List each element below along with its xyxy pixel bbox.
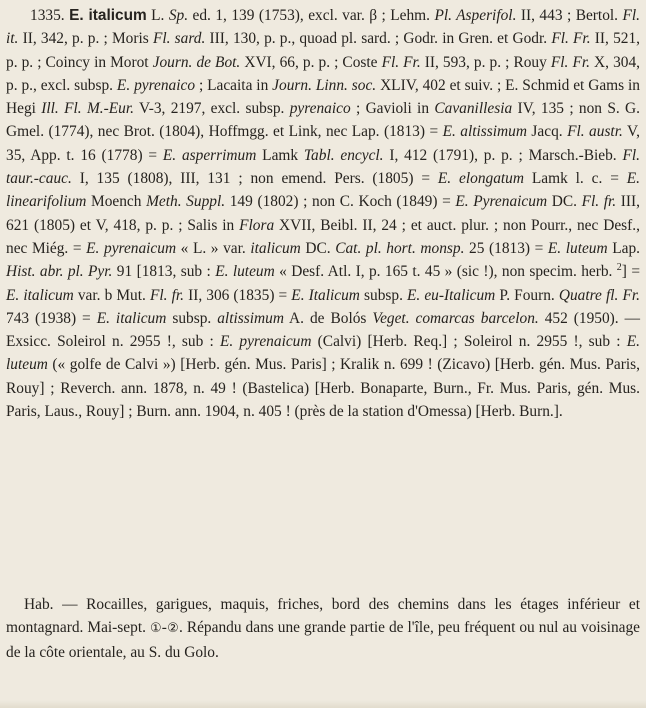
species-entry-paragraph [6, 4, 640, 423]
species-name: E. italicum [69, 7, 147, 24]
habitat-text-segment: Hab. — Rocailles, garigues, maquis, friches, bord des chemins dans les étages inférieur et montagnard. Mai-sept. [6, 596, 640, 637]
entry-italic-segment: E. pyrenaicum [86, 239, 177, 257]
entry-text-segment: 149 (1802) ; non C. Koch (1849) = [225, 193, 456, 211]
entry-italic-segment: Fl. Fr. [551, 30, 591, 48]
entry-text-segment: X, 304, p. p., excl. subsp. [6, 53, 641, 94]
entry-italic-segment: Journ. de Bot. [152, 53, 241, 71]
entry-italic-segment: Fl. it. [6, 7, 640, 48]
entry-italic-segment: E. Italicum [291, 286, 360, 304]
entry-italic-segment: Pl. Asperifol. [434, 7, 517, 24]
entry-text-segment: II, 342, p. p. ; Moris [18, 30, 153, 48]
entry-text-segment: ; Gavioli in [350, 100, 435, 118]
entry-italic-segment: E. linearifolium [6, 170, 641, 211]
entry-text-segment: II, 521, p. p. ; Coincy in Morot [6, 30, 641, 71]
entry-italic-segment: Ill. Fl. M.-Eur. [41, 100, 134, 118]
entry-italic-segment: Cat. pl. hort. monsp. [335, 239, 465, 257]
entry-italic-segment: Quatre fl. Fr. [558, 286, 640, 304]
entry-text-segment: III, 621 (1805) et V, 418, p. p. ; Salis in [6, 193, 640, 234]
habitat-text-segment: - [161, 619, 167, 637]
entry-italic-segment: Cavanillesia [434, 100, 513, 118]
entry-text-segment: V, 35, App. t. 16 (1778) = [6, 123, 640, 164]
entry-italic-segment: E. pyrenaico [116, 76, 196, 94]
entry-text-segment: Lap. [607, 239, 640, 257]
entry-italic-segment: Meth. Suppl. [146, 193, 226, 211]
entry-text-segment: DC. [300, 239, 336, 257]
entry-text-segment: var. b Mut. [73, 286, 150, 304]
entry-italic-segment: E. pyrenaicum [219, 333, 312, 351]
entry-italic-segment: altissimum [217, 309, 284, 327]
entry-italic-segment: Fl. fr. [581, 193, 617, 211]
entry-text-segment: A. de Bolós [283, 309, 373, 327]
entry-italic-segment: E. italicum [6, 286, 74, 304]
entry-text-segment: « Desf. Atl. I, p. 165 t. 45 » (sic !), non specim. herb. [274, 263, 617, 281]
entry-footnote-ref: 2 [616, 262, 622, 274]
entry-text-segment: V-3, 2197, excl. subsp. [133, 100, 290, 118]
page-bottom-edge [0, 700, 646, 708]
entry-text-segment: DC. [547, 193, 582, 211]
entry-text-segment: Moench [86, 193, 147, 211]
entry-italic-segment: italicum [250, 239, 301, 257]
entry-italic-segment: E. eu-Italicum [407, 286, 496, 304]
entry-italic-segment: E. asperrimum [162, 146, 257, 164]
habitat-circled-symbol: ② [166, 621, 179, 637]
entry-text-segment: II, 443 ; Bertol. [516, 7, 623, 24]
habitat-paragraph [6, 593, 640, 664]
entry-text-segment: « L. » var. [176, 239, 251, 257]
entry-text-segment: (Calvi) [Herb. Req.] ; Soleirol n. 2955 !, sub : [311, 333, 627, 351]
entry-italic-segment: Fl. austr. [567, 123, 623, 141]
entry-italic-segment: Veget. comarcas barcelon. [372, 309, 539, 327]
entry-text-segment: Jacq. [526, 123, 568, 141]
habitat-text-segment: . Répandu dans une grande partie de l'île, peu fréquent ou nul au voisinage de la côte orientale, au S. du Golo. [6, 619, 640, 661]
entry-text-segment: Lamk [256, 146, 304, 164]
entry-italic-segment: Journ. Linn. soc. [272, 76, 377, 94]
entry-text-segment: subsp. [359, 286, 407, 304]
entry-text-segment: ; Lacaita in [195, 76, 273, 94]
entry-text-segment: Lamk l. c. = [524, 170, 627, 188]
entry-text-segment: 743 (1938) = [6, 309, 97, 327]
entry-text-segment: 452 (1950). — Exsicc. Soleirol n. 2955 !, sub : [6, 309, 641, 351]
entry-italic-segment: E. altissimum [442, 123, 527, 141]
entry-text-segment: 25 (1813) = [464, 239, 548, 257]
entry-italic-segment: Tabl. encycl. [303, 146, 384, 164]
entry-italic-segment: Fl. Fr. [381, 53, 421, 71]
entry-italic-segment: E. luteum [547, 239, 608, 257]
entry-italic-segment: E. Pyrenaicum [455, 193, 548, 211]
entry-text-segment: II, 593, p. p. ; Rouy [420, 53, 551, 71]
entry-italic-segment: Sp. [168, 7, 189, 24]
entry-text-segment: 91 [1813, sub : [112, 263, 216, 281]
entry-text-segment: XVII, Beibl. II, 24 ; et auct. plur. ; non Pourr., nec Desf., nec Miég. = [6, 216, 640, 257]
entry-italic-segment: pyrenaico [289, 100, 351, 118]
entry-italic-segment: E. italicum [96, 309, 167, 327]
entry-text-segment: III, 130, p. p., quoad pl. sard. ; Godr. in Gren. et Godr. [205, 30, 552, 48]
entry-text [6, 7, 640, 420]
entry-text-segment: XLIV, 402 et suiv. ; E. Schmid et Gams in Hegi [6, 76, 641, 118]
entry-text-segment: P. Fourn. [495, 286, 559, 304]
entry-number: 1335. [30, 7, 65, 24]
entry-italic-segment: E. luteum [6, 333, 640, 374]
entry-italic-segment: Fl. taur.-cauc. [6, 146, 640, 188]
entry-italic-segment: Flora [239, 216, 275, 234]
entry-italic-segment: E. elongatum [437, 170, 524, 188]
entry-italic-segment: Fl. sard. [152, 30, 206, 48]
entry-italic-segment: E. luteum [215, 263, 275, 281]
entry-italic-segment: Hist. abr. pl. Pyr. [6, 263, 113, 281]
entry-text-segment: II, 306 (1835) = [183, 286, 292, 304]
entry-text-segment: ] = [621, 263, 640, 281]
habitat-circled-symbol: ① [149, 621, 162, 637]
entry-text-segment: IV, 135 ; non S. G. Gmel. (1774), nec Brot. (1804), Hoffmgg. et Link, nec Lap. (1813) = [6, 100, 641, 141]
entry-text-segment: L. [146, 7, 169, 24]
entry-text-segment: I, 135 (1808), III, 131 ; non emend. Pers. (1805) = [71, 170, 438, 188]
entry-text-segment: (« golfe de Calvi ») [Herb. gén. Mus. Paris] ; Kralik n. 699 ! (Zicavo) [Herb. gén. Mus. Paris, Rouy] ; Reverch. ann. 1878, n. 49 ! (Bastelica) [Herb. Bonaparte, Burn., Fr. Mus. Paris, gén. Mus. Paris, Laus., Rouy] ; Burn. ann. 1904, n. 405 ! (près de la station d'Omessa) [Herb. Burn.]. [6, 356, 640, 421]
entry-italic-segment: Fl. fr. [149, 286, 184, 304]
entry-text-segment: subsp. [166, 309, 218, 327]
entry-text-segment: I, 412 (1791), p. p. ; Marsch.-Bieb. [383, 146, 623, 164]
entry-text-segment: ed. 1, 139 (1753), excl. var. β ; Lehm. [188, 7, 435, 24]
entry-text-segment: XVI, 66, p. p. ; Coste [240, 53, 382, 71]
entry-italic-segment: Fl. Fr. [550, 53, 590, 71]
